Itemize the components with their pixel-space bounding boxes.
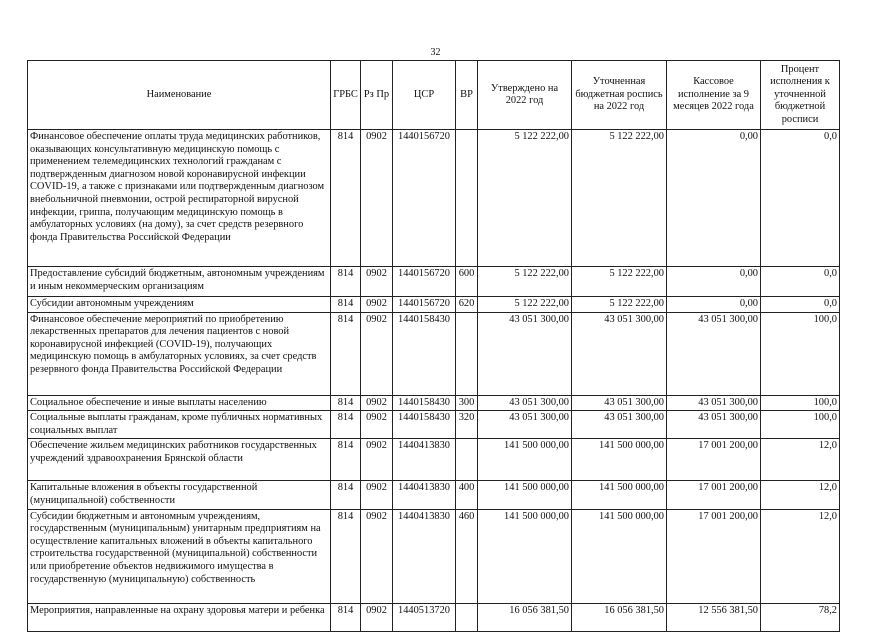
row-approved: 141 500 000,00 [478,439,572,481]
row-vr: 620 [456,297,478,313]
page-number: 32 [430,47,441,58]
row-rzpr: 0902 [361,297,393,313]
row-rzpr: 0902 [361,411,393,439]
row-rzpr: 0902 [361,481,393,509]
row-name: Мероприятия, направленные на охрану здоровья матери и ребенка [28,603,331,631]
row-percent: 78,2 [761,603,840,631]
row-refined: 5 122 222,00 [572,297,667,313]
row-name: Обеспечение жильем медицинских работников государственных учреждений здравоохранения Брянской области [28,439,331,481]
row-name: Финансовое обеспечение оплаты труда медицинских работников, оказывающих консультативную медицинскую помощь с применением телемедицинских технологий гражданам с подтвержденным диагнозом новой коронавирусной инфекции COVID-19, а также с признаками или подтвержденным диагнозом внебольничной пневмонии, острой респираторной вирусной инфекции, гриппа, получающим медицинскую помощь в амбулаторных условиях (на дому), за счет средств резервного фонда Правительства Российской Федерации [28,130,331,267]
row-name: Предоставление субсидий бюджетным, автономным учреждениям и иным некоммерческим организациям [28,267,331,297]
row-vr [456,312,478,395]
row-refined: 43 051 300,00 [572,312,667,395]
row-approved: 141 500 000,00 [478,481,572,509]
table-row [28,297,840,313]
row-refined: 141 500 000,00 [572,439,667,481]
row-cash: 0,00 [667,130,761,267]
row-approved: 5 122 222,00 [478,130,572,267]
row-csr: 1440413830 [393,481,456,509]
row-name: Субсидии бюджетным и автономным учреждениям, государственным (муниципальным) унитарным предприятиям на осуществление капитальных вложений в объекты капитального строительства государственной (муниципальной) собственности или приобретение объектов недвижимого имущества в государственную (муниципальную) собственность [28,509,331,603]
row-cash: 17 001 200,00 [667,439,761,481]
row-grbs: 814 [331,312,361,395]
table-row [28,312,840,395]
row-vr: 600 [456,267,478,297]
table-header-row [28,61,840,130]
header-percent: Процент исполнения к уточненной бюджетной росписи [761,61,840,130]
header-rzpr: Рз Пр [361,61,393,130]
row-vr [456,130,478,267]
row-csr: 1440156720 [393,267,456,297]
row-rzpr: 0902 [361,130,393,267]
row-csr: 1440513720 [393,603,456,631]
row-percent: 100,0 [761,395,840,411]
row-csr: 1440156720 [393,130,456,267]
row-cash: 43 051 300,00 [667,312,761,395]
row-cash: 0,00 [667,267,761,297]
row-name: Финансовое обеспечение мероприятий по приобретению лекарственных препаратов для лечения пациентов с новой коронавирусной инфекцией (COVID-19), получающих медицинскую помощь в амбулаторных условиях, за счет средств резервного фонда Правительства Российской Федерации [28,312,331,395]
row-refined: 5 122 222,00 [572,130,667,267]
row-percent: 100,0 [761,411,840,439]
table-row [28,130,840,267]
row-csr: 1440158430 [393,395,456,411]
header-refined: Уточненная бюджетная роспись на 2022 год [572,61,667,130]
row-rzpr: 0902 [361,439,393,481]
budget-table [27,60,840,632]
row-grbs: 814 [331,439,361,481]
row-cash: 17 001 200,00 [667,481,761,509]
row-grbs: 814 [331,481,361,509]
header-cash: Кассовое исполнение за 9 месяцев 2022 года [667,61,761,130]
row-refined: 43 051 300,00 [572,395,667,411]
row-name: Субсидии автономным учреждениям [28,297,331,313]
row-refined: 16 056 381,50 [572,603,667,631]
row-name: Социальное обеспечение и иные выплаты населению [28,395,331,411]
row-vr [456,439,478,481]
row-grbs: 814 [331,603,361,631]
row-vr: 400 [456,481,478,509]
row-grbs: 814 [331,411,361,439]
row-approved: 43 051 300,00 [478,411,572,439]
row-name: Капитальные вложения в объекты государственной (муниципальной) собственности [28,481,331,509]
row-refined: 141 500 000,00 [572,509,667,603]
row-grbs: 814 [331,130,361,267]
row-approved: 5 122 222,00 [478,297,572,313]
row-rzpr: 0902 [361,603,393,631]
row-rzpr: 0902 [361,312,393,395]
row-cash: 12 556 381,50 [667,603,761,631]
row-rzpr: 0902 [361,509,393,603]
table-row [28,439,840,481]
row-grbs: 814 [331,509,361,603]
row-approved: 141 500 000,00 [478,509,572,603]
row-percent: 12,0 [761,439,840,481]
row-rzpr: 0902 [361,395,393,411]
row-grbs: 814 [331,395,361,411]
header-grbs: ГРБС [331,61,361,130]
row-vr: 460 [456,509,478,603]
row-cash: 0,00 [667,297,761,313]
row-percent: 0,0 [761,267,840,297]
row-approved: 43 051 300,00 [478,395,572,411]
header-csr: ЦСР [393,61,456,130]
row-percent: 0,0 [761,297,840,313]
table-row [28,267,840,297]
row-cash: 17 001 200,00 [667,509,761,603]
row-csr: 1440158430 [393,411,456,439]
header-name: Наименование [28,61,331,130]
row-rzpr: 0902 [361,267,393,297]
row-vr: 320 [456,411,478,439]
header-vr: ВР [456,61,478,130]
row-csr: 1440158430 [393,312,456,395]
row-grbs: 814 [331,297,361,313]
row-approved: 16 056 381,50 [478,603,572,631]
table-row [28,603,840,631]
header-approved: Утверждено на 2022 год [478,61,572,130]
row-refined: 5 122 222,00 [572,267,667,297]
row-vr [456,603,478,631]
row-csr: 1440413830 [393,439,456,481]
row-cash: 43 051 300,00 [667,411,761,439]
row-csr: 1440156720 [393,297,456,313]
row-approved: 43 051 300,00 [478,312,572,395]
row-percent: 12,0 [761,509,840,603]
row-percent: 12,0 [761,481,840,509]
table-row [28,481,840,509]
row-approved: 5 122 222,00 [478,267,572,297]
row-csr: 1440413830 [393,509,456,603]
row-refined: 43 051 300,00 [572,411,667,439]
row-refined: 141 500 000,00 [572,481,667,509]
row-cash: 43 051 300,00 [667,395,761,411]
row-name: Социальные выплаты гражданам, кроме публичных нормативных социальных выплат [28,411,331,439]
row-percent: 0,0 [761,130,840,267]
table-row [28,509,840,603]
row-vr: 300 [456,395,478,411]
table-row [28,395,840,411]
row-percent: 100,0 [761,312,840,395]
table-row [28,411,840,439]
row-grbs: 814 [331,267,361,297]
